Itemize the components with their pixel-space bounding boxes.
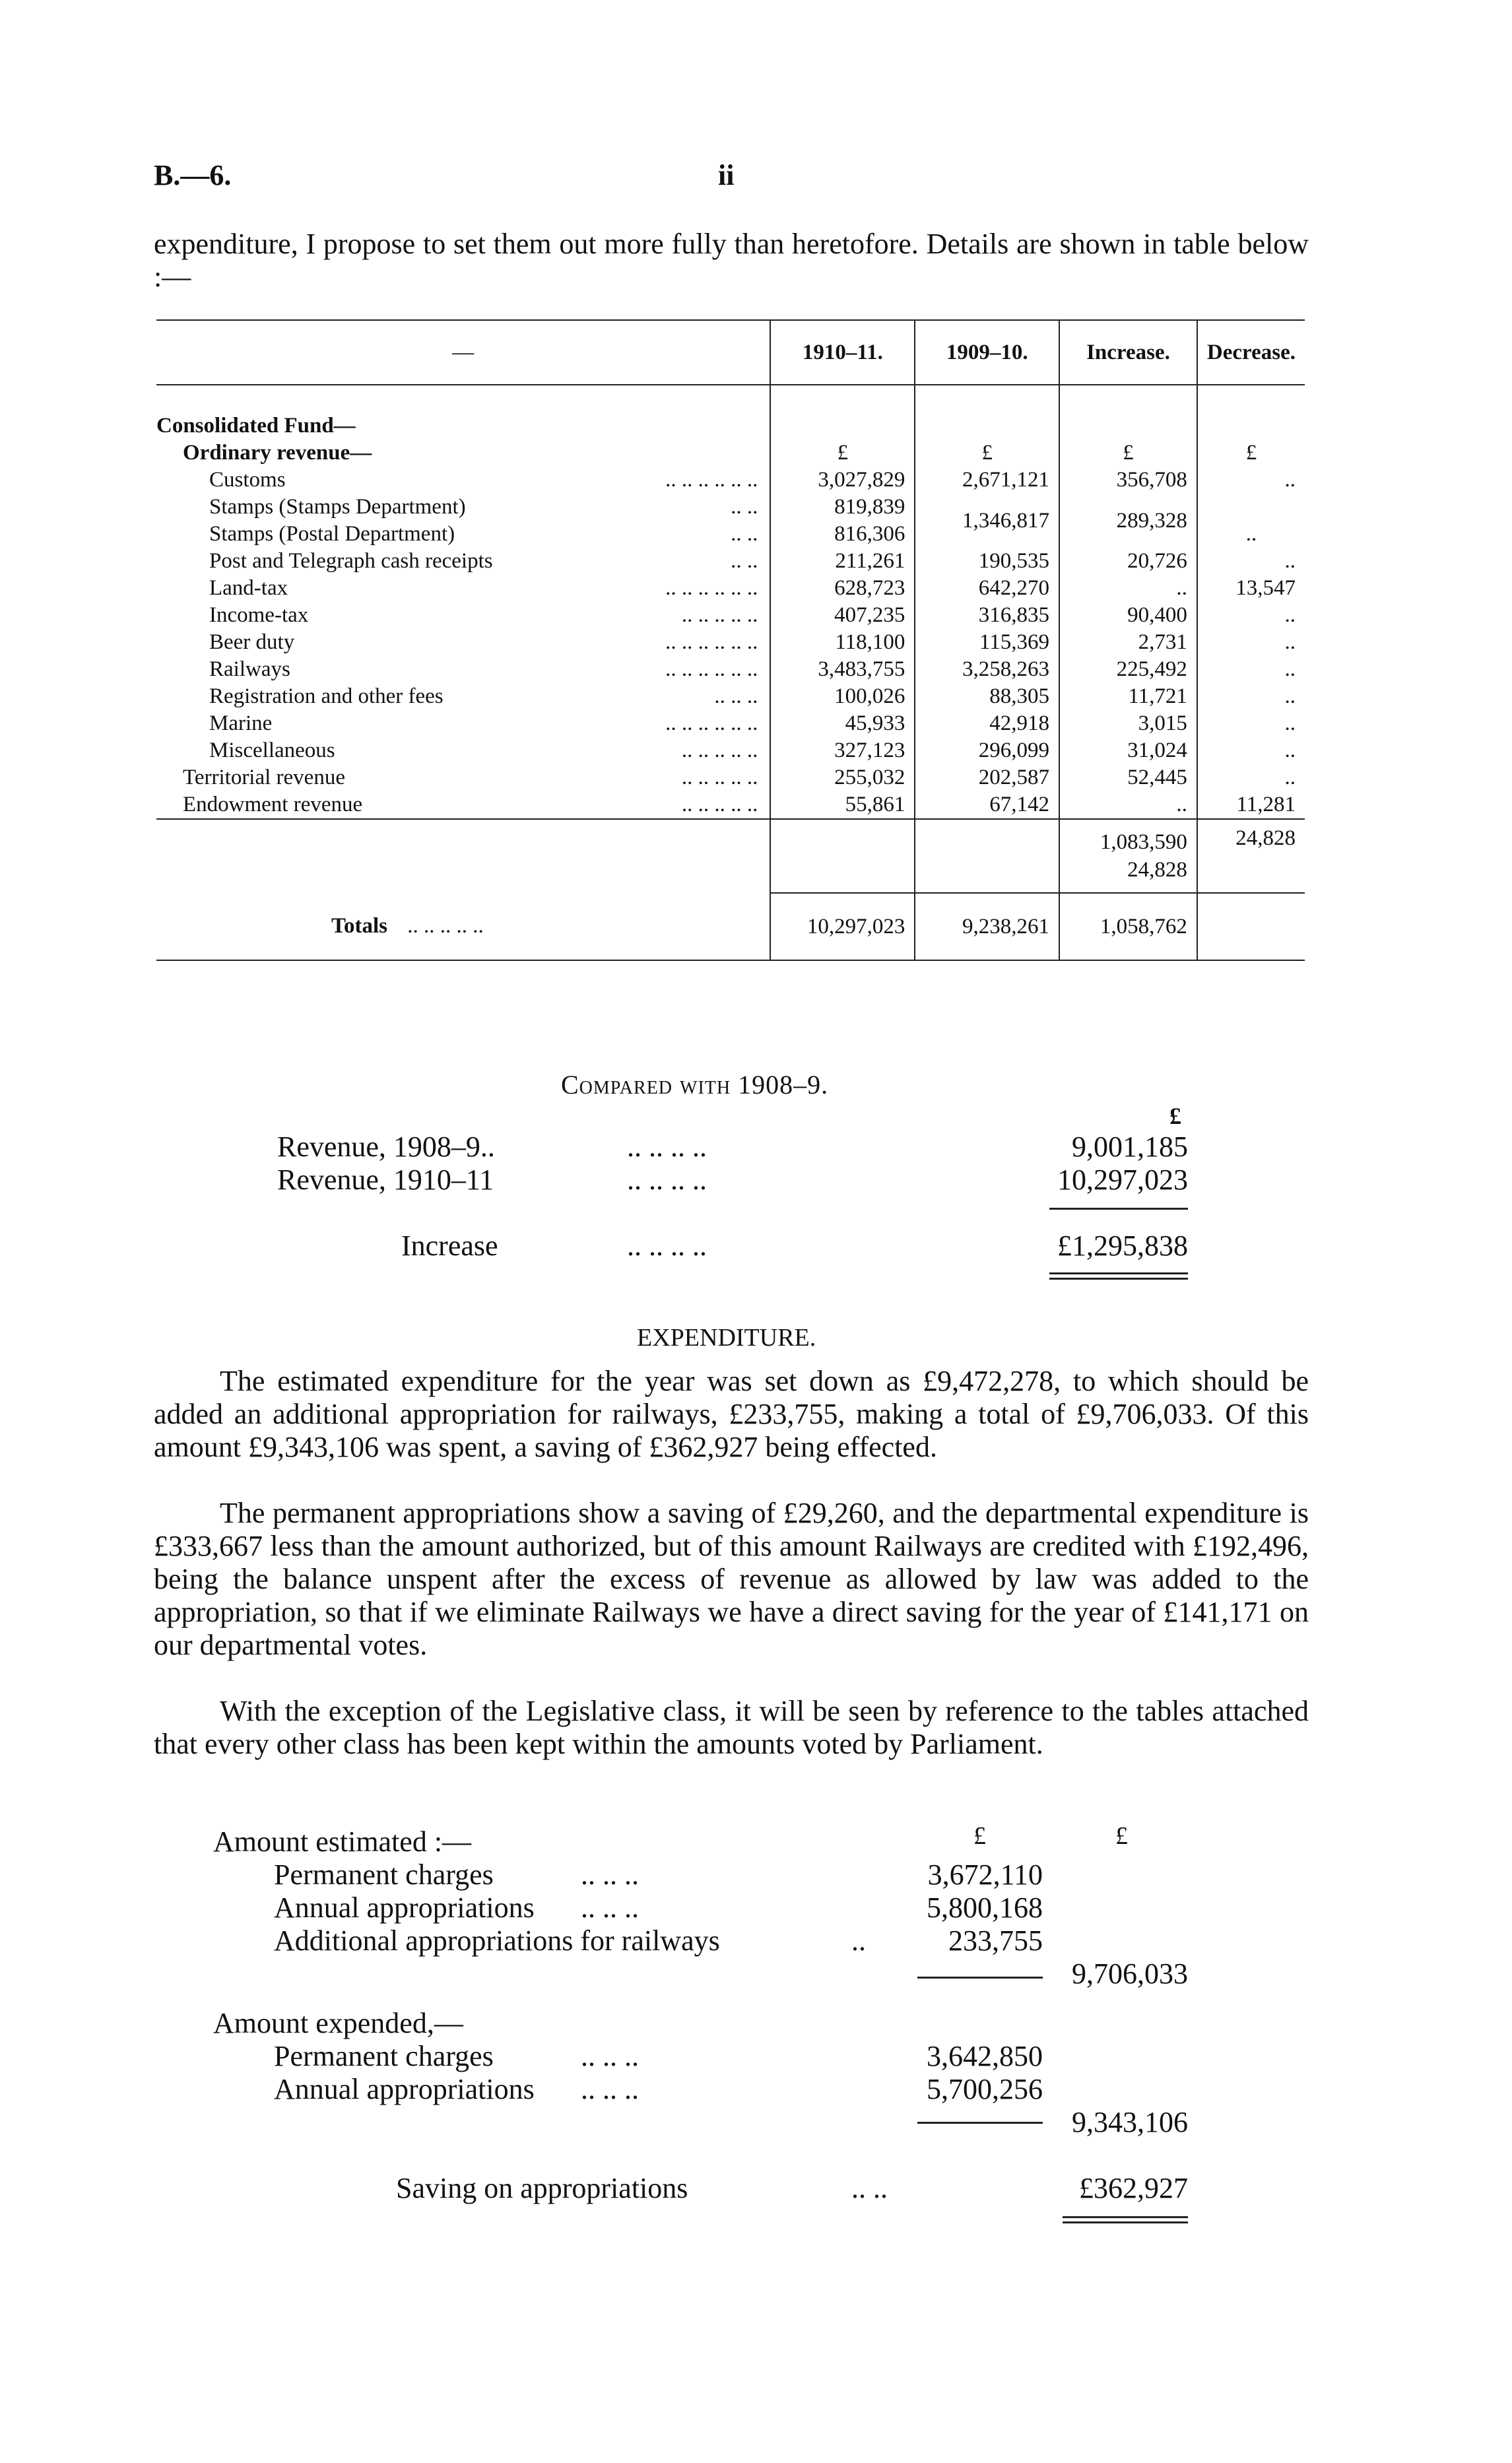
table-row: Stamps (Postal Department) .. .. 816,306 .. [156, 521, 1305, 548]
compared-value-1908: 9,001,185 [1072, 1131, 1188, 1163]
double-rule-c [1063, 2216, 1188, 2218]
compared-rule [1049, 1208, 1188, 1210]
summary-currency-b: £ [1115, 1822, 1128, 1850]
saving-label: Saving on appropriations [396, 2172, 688, 2204]
summary-row-dots: .. .. .. [581, 2040, 639, 2072]
totals-increase: 1,058,762 [1059, 893, 1197, 960]
expended-title: Amount expended,— [213, 2007, 463, 2039]
compared-row-1908: Revenue, 1908–9.. [277, 1131, 495, 1163]
compared-dots-3: .. .. .. .. [627, 1230, 707, 1262]
subtotal-decrease: 24,828 [1197, 819, 1305, 893]
summary-row-value: 3,642,850 [927, 2040, 1043, 2072]
section-title-row: Consolidated Fund— [156, 412, 1305, 440]
summary-row-label: Permanent charges [274, 2040, 494, 2072]
compared-increase-value: £1,295,838 [1057, 1230, 1188, 1262]
column-header-decrease: Decrease. [1197, 320, 1305, 385]
table-row: Marine .. .. .. .. .. .. 45,933 42,918 3,015 .. [156, 710, 1305, 737]
expended-rule [917, 2122, 1043, 2124]
table-row: Railways .. .. .. .. .. .. 3,483,755 3,258,263 225,492 .. [156, 656, 1305, 683]
summary-row-label: Additional appropriations for railways [274, 1924, 720, 1957]
compared-currency: £ [1169, 1103, 1181, 1129]
table-row: Territorial revenue .. .. .. .. .. 255,032 202,587 52,445 .. [156, 764, 1305, 791]
stamps-combined-1909: 1,346,817 [915, 494, 1059, 548]
table-row: Customs .. .. .. .. .. .. 3,027,829 2,671,121 356,708 .. [156, 467, 1305, 494]
compared-dots-1: .. .. .. .. [627, 1131, 707, 1163]
column-header-label: — [156, 320, 770, 385]
compared-title: Compared with 1908–9. [561, 1070, 829, 1100]
expenditure-paragraph-2: The permanent appropriations show a saving of £29,260, and the departmental expenditure is £333,667 less than the amount authorized, but of this amount Railways are credited with £192,496, being the balance unspent after the excess of revenue as allowed by law was added to the appropriation, so that if we eliminate Railways we have a direct saving for the year of £141,171 on our departmental votes. [154, 1497, 1309, 1661]
expenditure-paragraph-3: With the exception of the Legislative class, it will be seen by reference to the tables attached that every other class has been kept within the amounts voted by Parliament. [154, 1695, 1309, 1760]
estimated-total: 9,706,033 [1072, 1957, 1188, 1990]
table-row: Income-tax .. .. .. .. .. 407,235 316,835 90,400 .. [156, 602, 1305, 629]
estimated-rule [917, 1977, 1043, 1979]
double-rule-b [1049, 1278, 1188, 1280]
stamps-combined-increase: 289,328 [1059, 494, 1197, 548]
saving-value: £362,927 [1079, 2172, 1188, 2204]
expenditure-heading: EXPENDITURE. [637, 1324, 816, 1352]
summary-row-value: 3,672,110 [927, 1858, 1043, 1891]
summary-row-value: 5,700,256 [927, 2073, 1043, 2105]
double-rule-a [1049, 1272, 1188, 1274]
saving-dots: .. .. [851, 2172, 888, 2204]
expenditure-paragraph-1: The estimated expenditure for the year was set down as £9,472,278, to which should be added an additional appropriation for railways, £233,755, making a total of £9,706,033. Of this amount £9,343,106 was spent, a saving of £362,927 being effected. [154, 1365, 1309, 1463]
page-number: ii [718, 159, 735, 191]
intro-paragraph: expenditure, I propose to set them out more fully than heretofore. Details are shown in table below :— [154, 228, 1309, 293]
summary-row-label: Annual appropriations [274, 2073, 535, 2105]
summary-row-dots: .. .. .. [581, 1891, 639, 1924]
column-header-1910: 1910–11. [770, 320, 915, 385]
summary-currency-a: £ [973, 1822, 986, 1850]
subsection-title-row: Ordinary revenue— £ £ £ £ [156, 440, 1305, 467]
totals-1910: 10,297,023 [770, 893, 915, 960]
subtotal-increase-1: 1,083,590 [1100, 830, 1187, 854]
table-header-row [156, 320, 1305, 385]
summary-row-value: 5,800,168 [927, 1891, 1043, 1924]
column-header-1909: 1909–10. [915, 320, 1059, 385]
compared-increase-label: Increase [401, 1230, 498, 1262]
summary-row-dots: .. .. .. [581, 1858, 639, 1891]
subtotal-row [156, 819, 1305, 893]
table-row: Beer duty .. .. .. .. .. .. 118,100 115,369 2,731 .. [156, 629, 1305, 656]
estimated-title: Amount estimated :— [213, 1825, 472, 1858]
compared-dots-2: .. .. .. .. [627, 1164, 707, 1196]
summary-row-dots: .. .. .. [581, 2073, 639, 2105]
totals-1909: 9,238,261 [915, 893, 1059, 960]
table-row: Land-tax .. .. .. .. .. .. 628,723 642,270 .. 13,547 [156, 575, 1305, 602]
compared-row-1910: Revenue, 1910–11 [277, 1164, 494, 1196]
revenue-table [156, 319, 1305, 961]
summary-row-label: Permanent charges [274, 1858, 494, 1891]
summary-row-dots: .. [851, 1924, 866, 1957]
table-row: Stamps (Stamps Department) .. .. 819,839 1,346,817 289,328 [156, 494, 1305, 521]
page-reference: B.—6. [154, 159, 232, 191]
column-header-increase: Increase. [1059, 320, 1197, 385]
table-row: Registration and other fees .. .. .. 100,026 88,305 11,721 .. [156, 683, 1305, 710]
summary-row-label: Annual appropriations [274, 1891, 535, 1924]
table-row: Endowment revenue .. .. .. .. .. 55,861 67,142 .. 11,281 [156, 791, 1305, 819]
expended-total: 9,343,106 [1072, 2106, 1188, 2138]
compared-value-1910: 10,297,023 [1057, 1164, 1188, 1196]
subtotal-increase-2: 24,828 [1127, 858, 1187, 882]
totals-row: Totals .. .. .. .. .. 10,297,023 9,238,261 1,058,762 [156, 893, 1305, 960]
table-row: Miscellaneous .. .. .. .. .. 327,123 296,099 31,024 .. [156, 737, 1305, 764]
summary-row-value: 233,755 [948, 1924, 1043, 1957]
table-row: Post and Telegraph cash receipts .. .. 211,261 190,535 20,726 .. [156, 548, 1305, 575]
double-rule-d [1063, 2221, 1188, 2223]
